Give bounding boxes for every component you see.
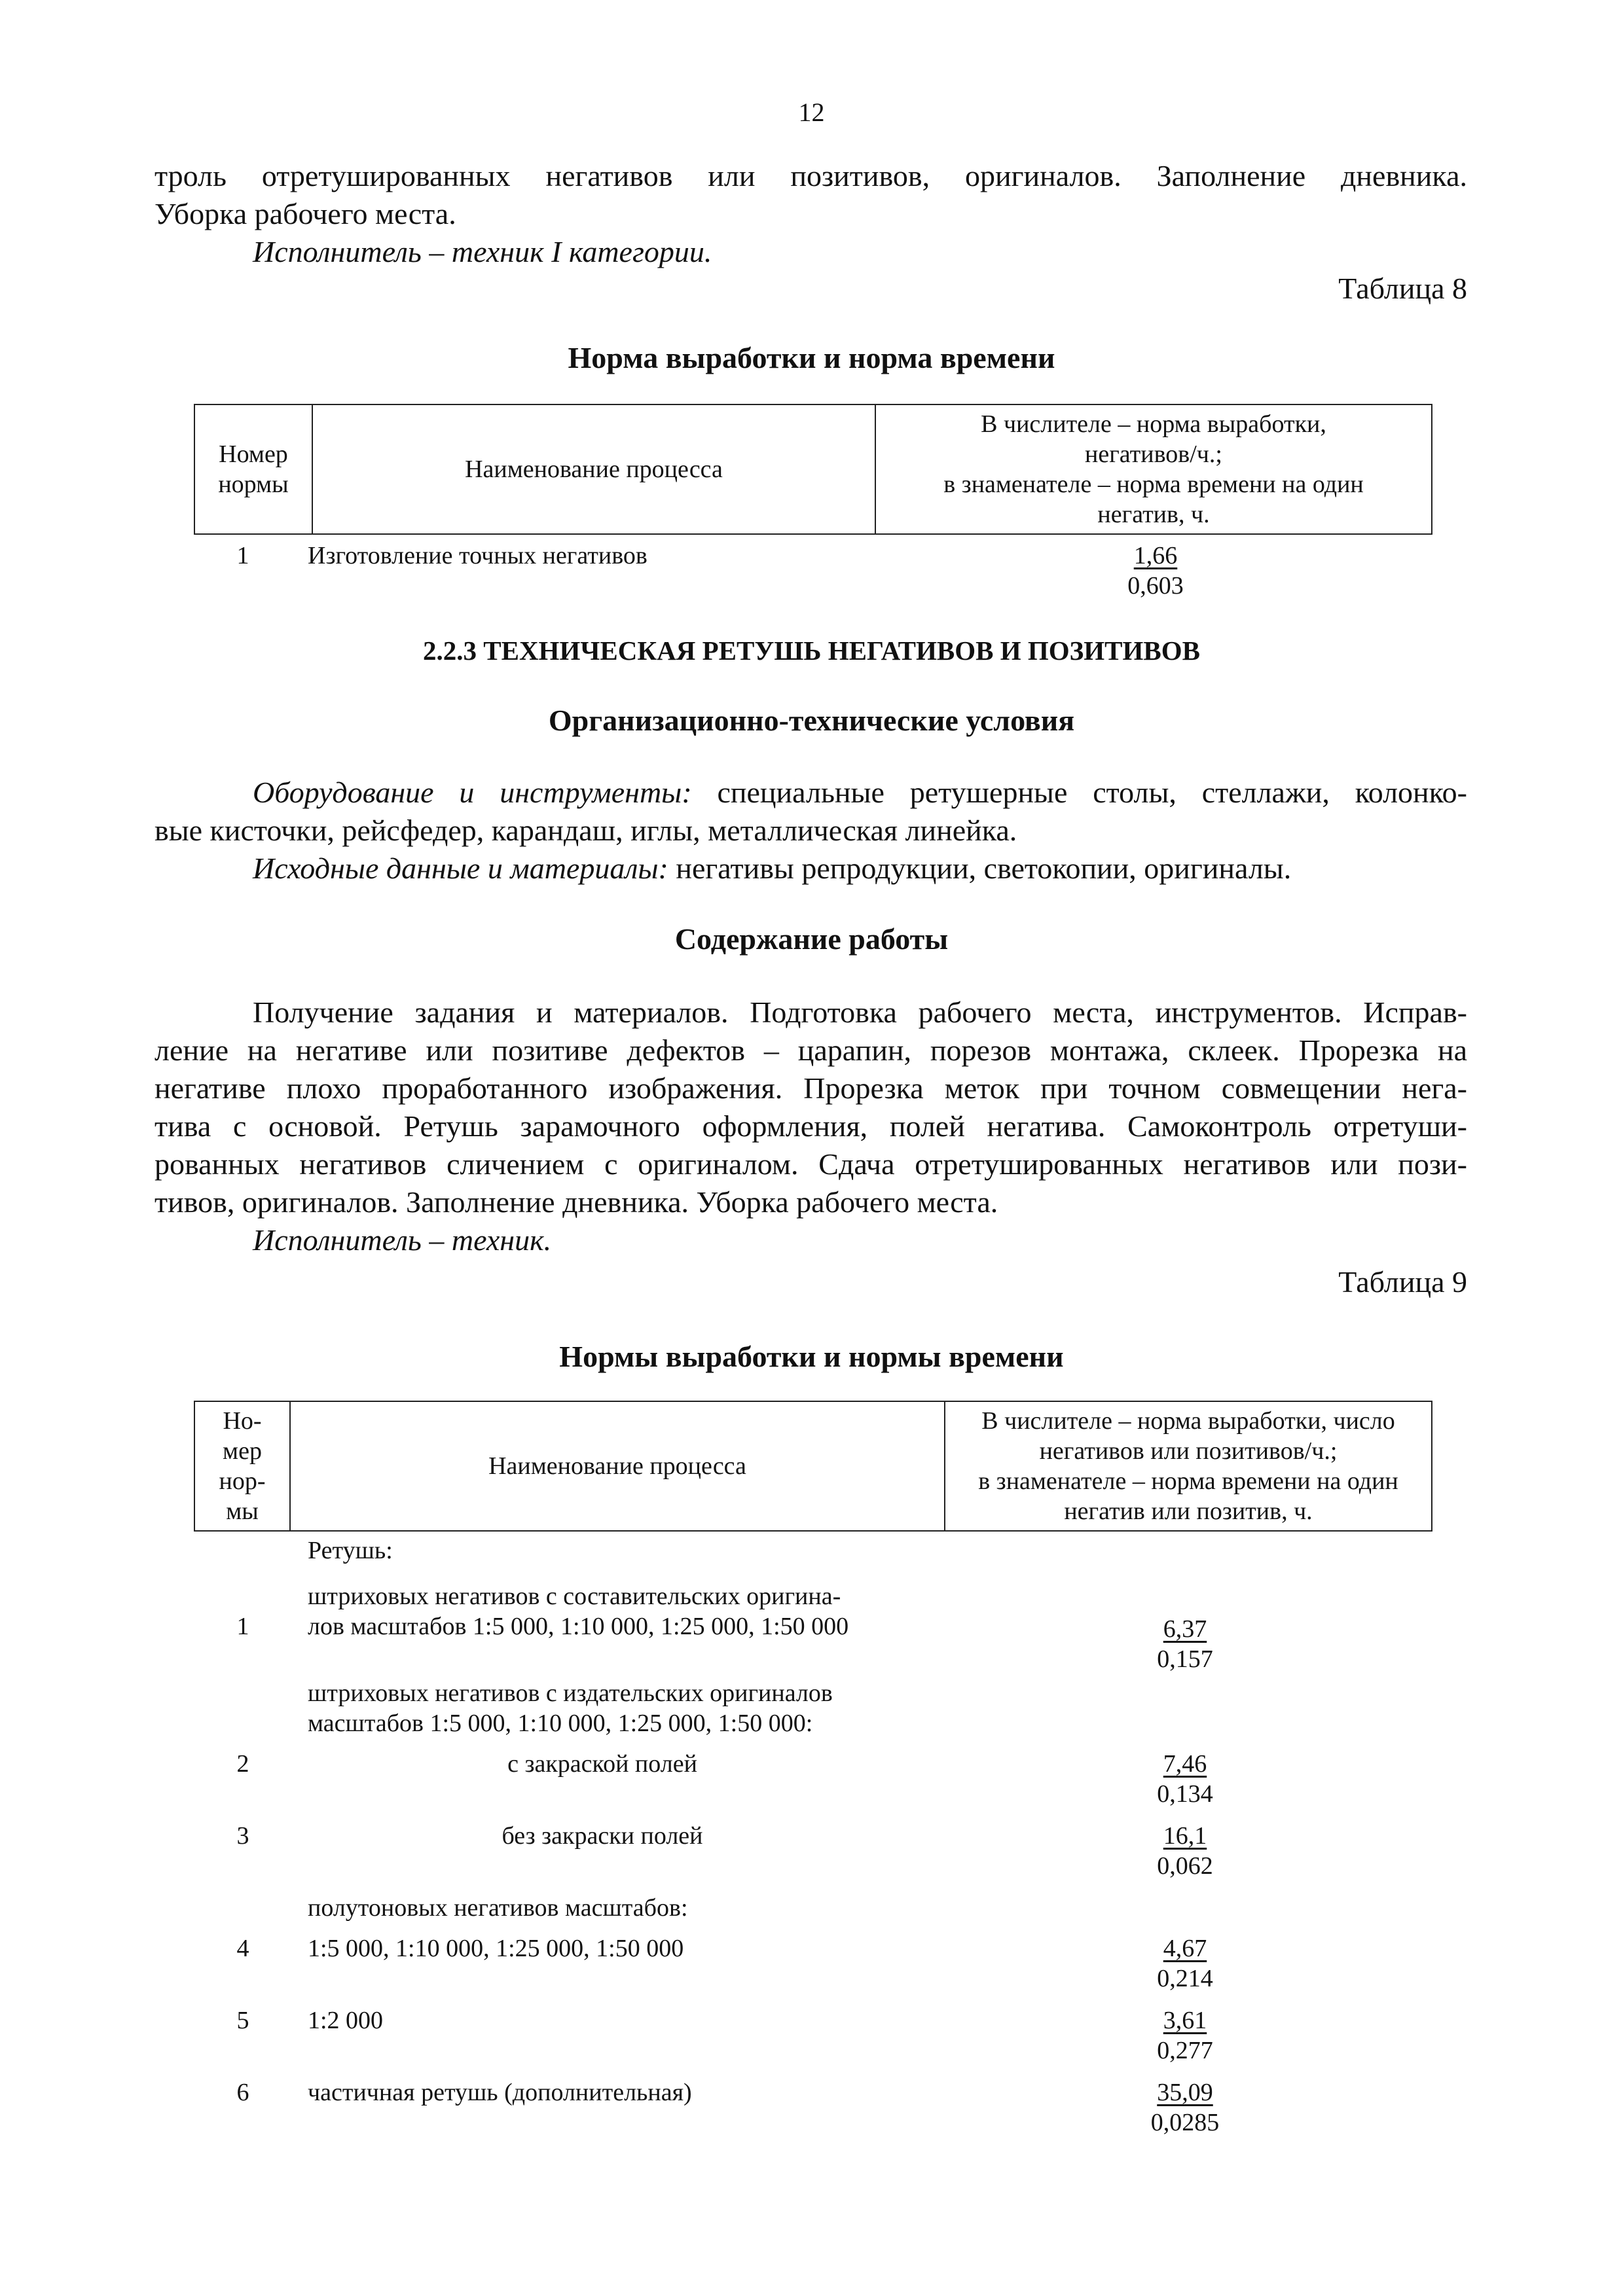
table9-header <box>194 1401 1432 1532</box>
norm-numerator: 16,1 <box>1163 1822 1207 1850</box>
intro-line-2: Уборка рабочего места. <box>155 197 456 230</box>
norm-denominator: 0,157 <box>1157 1645 1213 1673</box>
intro-line-1: троль отретушированных негативов или позитивов, оригиналов. Заполнение дневника. <box>155 159 1467 192</box>
equipment-paragraph <box>155 774 1467 888</box>
norm-denominator: 0,134 <box>1157 1780 1213 1808</box>
norm-fraction <box>1080 2077 1290 2138</box>
table8-header-value <box>875 404 1432 534</box>
process-name: частичная ретушь (дополнительная) <box>308 2079 692 2106</box>
org-conditions-title: Организационно-технические условия <box>548 704 1075 737</box>
content-line: Получение задания и материалов. Подготовка рабочего места, инструментов. Исправ- <box>253 996 1467 1029</box>
norm-numerator: 35,09 <box>1157 2079 1213 2106</box>
content-line: ление на негативе или позитиве дефектов – царапин, порезов монтажа, склеек. Прорезка на <box>155 1033 1467 1067</box>
section-title: 2.2.3 ТЕХНИЧЕСКАЯ РЕТУШЬ НЕГАТИВОВ И ПОЗИТИВОВ <box>423 636 1200 666</box>
norm-number: 2 <box>236 1750 249 1778</box>
header-text: Но- <box>223 1407 262 1435</box>
table9-title: Нормы выработки и нормы времени <box>559 1340 1064 1373</box>
table8-header <box>194 404 1432 535</box>
table9-header-number <box>194 1401 290 1531</box>
norm-fraction <box>1080 1614 1290 1674</box>
group-halftone-label: полутоновых негативов масштабов: <box>308 1894 688 1922</box>
norm-denominator: 0,0285 <box>1150 2109 1220 2136</box>
header-text: негативов/ч.; <box>1085 440 1222 468</box>
group-line: штриховых негативов с издательских оригиналов <box>308 1679 833 1707</box>
norm-number: 4 <box>236 1935 249 1962</box>
header-text: нормы <box>218 471 289 498</box>
header-text: Номер <box>219 440 288 468</box>
materials-line <box>155 850 1467 888</box>
content-title: Содержание работы <box>674 922 949 956</box>
norm-number: 1 <box>236 542 249 569</box>
norm-denominator: 0,214 <box>1157 1965 1213 1992</box>
process-name: 1:2 000 <box>308 2007 384 2034</box>
table8-header-name: Наименование процесса <box>312 404 875 534</box>
equipment-line-2: вые кисточки, рейсфедер, карандаш, иглы, металлическая линейка. <box>155 814 1017 847</box>
norm-numerator: 1,66 <box>1133 542 1178 569</box>
header-text: негатив или позитив, ч. <box>1064 1498 1313 1525</box>
content-line: тива с основой. Ретушь зарамочного оформления, полей негатива. Самоконтроль отретуши- <box>155 1109 1467 1143</box>
norm-denominator: 0,062 <box>1157 1852 1213 1880</box>
table8-header-number <box>194 404 312 534</box>
page-number: 12 <box>798 98 825 127</box>
norm-numerator: 7,46 <box>1163 1750 1207 1778</box>
norm-denominator: 0,277 <box>1157 2037 1213 2064</box>
equipment-line-1 <box>155 774 1467 812</box>
norm-numerator: 3,61 <box>1163 2007 1207 2034</box>
norm-fraction <box>1080 2005 1290 2066</box>
equipment-text: специальные ретушерные столы, стеллажи, колонко- <box>691 776 1467 809</box>
norm-number: 1 <box>236 1613 249 1640</box>
table9-header-name: Наименование процесса <box>290 1401 945 1531</box>
header-text: В числителе – норма выработки, число <box>981 1407 1395 1435</box>
group-line: штриховых негативов с составительских оригина- <box>308 1583 841 1610</box>
norm-denominator: 0,603 <box>1127 572 1184 600</box>
process-name: 1:5 000, 1:10 000, 1:25 000, 1:50 000 <box>308 1935 684 1962</box>
header-text: мер <box>223 1437 262 1465</box>
content-line: тивов, оригиналов. Заполнение дневника. Уборка рабочего места. <box>155 1185 998 1219</box>
materials-text: негативы репродукции, светокопии, оригиналы. <box>668 852 1292 885</box>
header-text: в знаменателе – норма времени на один <box>978 1467 1398 1495</box>
norm-fraction <box>1051 541 1260 601</box>
intro-paragraph <box>155 157 1467 233</box>
intro-executor: Исполнитель – техник I категории. <box>253 235 712 268</box>
norm-fraction <box>1080 1749 1290 1809</box>
group-retouch-label: Ретушь: <box>308 1537 393 1564</box>
header-text: нор- <box>219 1467 266 1495</box>
norm-fraction <box>1080 1933 1290 1994</box>
table8-label: Таблица 8 <box>1338 272 1467 305</box>
content-line: негативе плохо проработанного изображения. Прорезка меток при точном совмещении нега- <box>155 1071 1467 1105</box>
header-text: негативов или позитивов/ч.; <box>1039 1437 1338 1465</box>
content-line: рованных негативов сличением с оригиналом. Сдача отретушированных негативов или пози- <box>155 1147 1467 1181</box>
header-text: в знаменателе – норма времени на один <box>943 471 1364 498</box>
header-text: мы <box>226 1498 259 1525</box>
process-name: Изготовление точных негативов <box>308 542 647 569</box>
norm-number: 3 <box>236 1822 249 1850</box>
group-line: масштабов 1:5 000, 1:10 000, 1:25 000, 1:50 000: <box>308 1710 813 1737</box>
table9-header-value <box>945 1401 1432 1531</box>
equipment-label: Оборудование и инструменты: <box>253 776 692 809</box>
content-paragraph <box>155 994 1467 1259</box>
process-name: с закраской полей <box>507 1750 697 1778</box>
group-line: лов масштабов 1:5 000, 1:10 000, 1:25 000, 1:50 000 <box>308 1613 849 1640</box>
header-text: В числителе – норма выработки, <box>981 410 1326 438</box>
norm-fraction <box>1080 1821 1290 1881</box>
content-executor: Исполнитель – техник. <box>253 1223 552 1257</box>
table8-title: Норма выработки и норма времени <box>568 341 1055 374</box>
process-name: без закраски полей <box>501 1822 703 1850</box>
table9-label: Таблица 9 <box>1338 1265 1467 1299</box>
norm-number: 5 <box>236 2007 249 2034</box>
header-text: негатив, ч. <box>1097 501 1210 528</box>
norm-numerator: 4,67 <box>1163 1935 1207 1962</box>
materials-label: Исходные данные и материалы: <box>253 852 668 885</box>
norm-number: 6 <box>236 2079 249 2106</box>
norm-numerator: 6,37 <box>1163 1615 1207 1643</box>
